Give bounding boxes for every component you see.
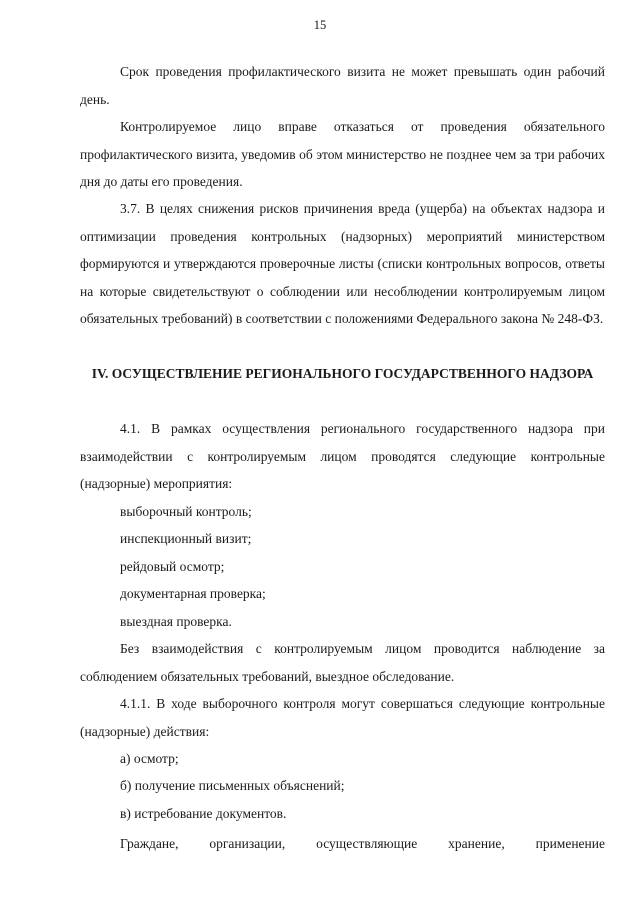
list-item: инспекционный визит; xyxy=(120,531,252,546)
paragraph-visit-duration: Срок проведения профилактического визита не может превышать один рабочий день. xyxy=(80,64,605,107)
paragraph-observation: Без взаимодействия с контролируемым лицом проводится наблюдение за соблюдением обязательных требований, выездное обследование. xyxy=(80,641,605,684)
list-item: рейдовый осмотр; xyxy=(120,559,225,574)
list-item: б) получение письменных объяснений; xyxy=(120,778,345,793)
list-item: в) истребование документов. xyxy=(120,806,287,821)
list-item: выборочный контроль; xyxy=(120,504,252,519)
paragraph-3-7: 3.7. В целях снижения рисков причинения вреда (ущерба) на объектах надзора и оптимизации проведения контрольных (надзорных) мероприятий министерством формируются и утверждаются проверочные листы (списки контрольных вопросов, ответы на которые свидетельствуют о соблюдении или несоблюдении контролируемым лицом обязательных требований) в соответствии с положениями Федерального закона № 248-ФЗ. xyxy=(80,201,605,326)
paragraph-4-1-1: 4.1.1. В ходе выборочного контроля могут совершаться следующие контрольные (надзорные) действия: xyxy=(80,696,605,739)
list-item: выездная проверка. xyxy=(120,614,232,629)
paragraph-citizens-start: Граждане, организации, осуществляющие хранение, применение xyxy=(120,836,605,851)
paragraph-4-1: 4.1. В рамках осуществления регионального государственного надзора при взаимодействии с контролируемым лицом проводятся следующие контрольные (надзорные) мероприятия: xyxy=(80,421,605,491)
list-item: документарная проверка; xyxy=(120,586,266,601)
page-number: 15 xyxy=(313,18,327,32)
paragraph-refusal: Контролируемое лицо вправе отказаться от проведения обязательного профилактического визита, уведомив об этом министерство не позднее чем за три рабочих дня до даты его проведения. xyxy=(80,119,605,189)
list-item: а) осмотр; xyxy=(120,751,179,766)
section-heading-iv: IV. ОСУЩЕСТВЛЕНИЕ РЕГИОНАЛЬНОГО ГОСУДАРСТВЕННОГО НАДЗОРА xyxy=(91,366,594,381)
